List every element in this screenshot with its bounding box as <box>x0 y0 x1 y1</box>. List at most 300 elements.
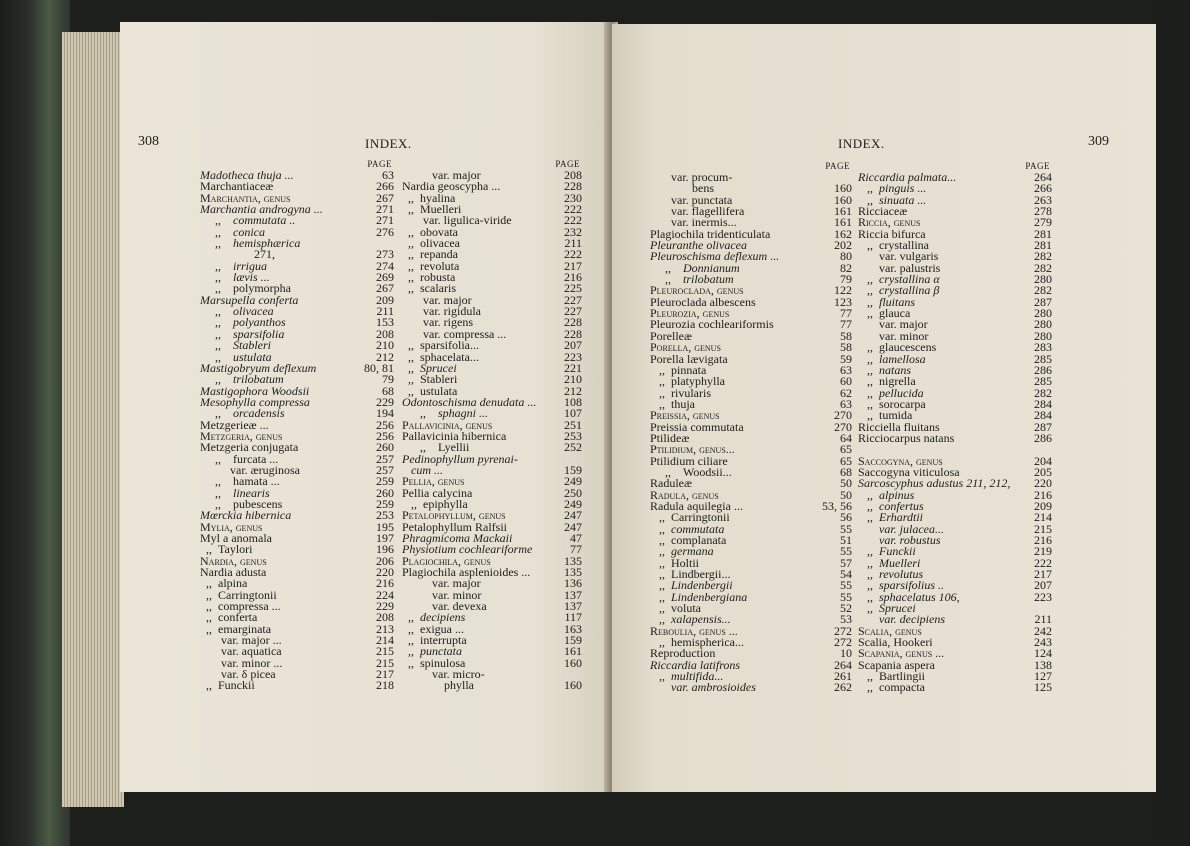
index-entry-page: 54 <box>840 567 852 582</box>
index-entry-term: ,, olivacea <box>402 236 460 251</box>
index-entry-term: ,, fluitans <box>858 294 916 309</box>
index-entry-term: Odontoschisma denudata ... <box>402 394 537 409</box>
left-page <box>120 22 608 792</box>
index-entry-term: Mastigophora Woodsii <box>200 383 310 398</box>
index-entry-page: 137 <box>564 587 582 602</box>
index-entry-page: 214 <box>1034 510 1052 525</box>
index-entry-page: 207 <box>564 338 582 353</box>
index-entry <box>858 682 1052 693</box>
index-entry-term: var. julacea... <box>858 521 944 536</box>
index-entry-page: 58 <box>840 340 852 355</box>
index-column <box>650 161 852 694</box>
index-entry-page: 138 <box>1034 657 1052 672</box>
index-entry-term: ,, Bartlingii <box>858 669 925 684</box>
index-entry-page: 287 <box>1034 294 1052 309</box>
index-entry-page: 216 <box>1034 533 1052 547</box>
index-entry-page: 269 <box>376 270 394 285</box>
index-entry-term: ,, sparsifolia <box>200 326 285 341</box>
index-entry-page: 267 <box>376 190 394 205</box>
index-entry-page: 223 <box>564 349 582 364</box>
index-entry-page: 285 <box>1034 351 1052 366</box>
index-entry-page: 251 <box>564 417 582 432</box>
index-entry-page: 55 <box>840 578 852 593</box>
index-entry-page: 282 <box>1034 283 1052 298</box>
index-entry-page: 213 <box>376 621 394 636</box>
index-entry <box>402 680 582 691</box>
index-entry-term: ,, sphacelata... <box>402 349 479 364</box>
index-entry-page: 77 <box>570 542 582 557</box>
index-entry-term: ,, lamellosa <box>858 351 926 366</box>
index-entry-term: Pellia, genus <box>402 474 465 489</box>
index-entry-page: 261 <box>834 669 852 684</box>
index-entry-page: 221 <box>564 360 582 375</box>
index-entry-page: 274 <box>376 258 394 273</box>
index-entry-page: 127 <box>1034 669 1052 684</box>
index-entry-term: ,, Stableri <box>200 338 271 353</box>
index-entry <box>858 430 1052 445</box>
index-entry-page: 63 <box>382 168 394 182</box>
index-entry-term: var. minor <box>858 328 929 343</box>
index-entry-term: Pleuroclada, genus <box>650 283 744 298</box>
index-entry-page: 286 <box>1034 362 1052 377</box>
index-entry-term: ,, Stableri <box>402 372 458 387</box>
index-entry-page: 216 <box>1034 487 1052 502</box>
index-entry-page: 215 <box>376 644 394 659</box>
index-entry-term: var. micro- <box>402 667 485 682</box>
index-entry-term: Petalophyllum Ralfsii <box>402 519 507 534</box>
index-entry-term: ,, hemisphærica <box>200 236 301 251</box>
index-entry-page: 80, 81 <box>364 360 394 375</box>
index-entry-page: 210 <box>376 338 394 353</box>
index-entry-term: ,, ustulata <box>200 349 272 364</box>
index-entry-page: 282 <box>1034 260 1052 275</box>
index-entry-term: ,, repanda <box>402 247 458 262</box>
index-entry-term: Pleuranthe olivacea <box>650 238 747 253</box>
index-entry-page: 249 <box>564 496 582 511</box>
index-entry-term: ,, Donnianum <box>650 260 740 275</box>
index-entry-term: Petalophyllum, genus <box>402 508 506 523</box>
index-entry-page: 160 <box>564 678 582 693</box>
running-header: INDEX. <box>365 136 412 151</box>
index-entry-term: ,, scalaris <box>402 281 456 296</box>
index-entry-term: Ptilideæ <box>650 430 690 445</box>
index-entry-term: ,, Funckii <box>200 678 255 693</box>
index-entry-term: ,, commutata .. <box>200 213 296 228</box>
index-entry-term: var. robustus <box>858 533 941 547</box>
index-entry-page: 287 <box>1034 419 1052 434</box>
index-entry-page: 224 <box>376 587 394 602</box>
index-entry-page: 259 <box>376 496 394 511</box>
index-entry-term: Riccardia latifrons <box>650 657 741 672</box>
index-entry-term: ,, Taylori <box>200 542 253 557</box>
index-entry-page: 227 <box>564 292 582 307</box>
index-entry-term: ,, sparsifolia... <box>402 338 479 353</box>
index-entry-term: Pallavicinia hibernica <box>402 428 507 443</box>
index-entry-page: 57 <box>840 555 852 570</box>
index-entry-term: Reproduction <box>650 646 716 661</box>
index-entry-page: 242 <box>1034 623 1052 638</box>
index-entry-term: ,, thuja <box>650 396 695 411</box>
index-column <box>858 161 1052 694</box>
index-entry-page: 256 <box>376 417 394 432</box>
index-entry-page: 225 <box>564 281 582 296</box>
index-entry-page: 53 <box>840 612 852 627</box>
index-entry-term: ,, crystallina α <box>858 272 940 287</box>
index-entry-term: ,, Muelleri <box>858 555 921 570</box>
index-entry-page: 228 <box>564 315 582 330</box>
index-entry-page: 280 <box>1034 328 1052 343</box>
index-entry-page: 63 <box>840 362 852 377</box>
page-number: 309 <box>1088 134 1109 149</box>
index-entry-term: ,, sorocarpa <box>858 396 926 411</box>
index-entry-term: ,, commutata <box>650 521 725 536</box>
index-entry-page: 122 <box>834 283 852 298</box>
running-header: INDEX. <box>838 136 885 151</box>
index-entry-term: var. decipiens <box>858 612 945 627</box>
index-entry-page: 259 <box>376 474 394 489</box>
index-entry-term: Pleuroschisma deflexum ... <box>650 249 780 264</box>
index-entry-term: Plagiochila, genus <box>402 553 491 568</box>
index-entry-page: 283 <box>1034 340 1052 355</box>
index-entry-page: 53, 56 <box>822 498 852 513</box>
index-entry-page: 256 <box>376 428 394 443</box>
index-entry-page: 282 <box>1034 249 1052 264</box>
index-entry-page: 80 <box>840 249 852 264</box>
index-entry-page: 159 <box>564 462 582 477</box>
index-entry-term: ,, Muelleri <box>402 202 462 217</box>
index-entry-page: 222 <box>564 247 582 262</box>
index-entry-page: 279 <box>1034 215 1052 230</box>
index-entry-term: ,, trilobatum <box>650 272 734 287</box>
index-entry-term: var. major <box>402 292 472 307</box>
index-entry-page: 222 <box>564 213 582 228</box>
index-entry-term: ,, Sprucei <box>402 360 457 375</box>
index-entry-term: Radula, genus <box>650 487 719 502</box>
index-entry-term: Ricciella fluitans <box>858 419 940 434</box>
index-entry-term: ,, compacta <box>858 680 925 695</box>
index-entry-page: 60 <box>840 374 852 389</box>
index-entry-term: ,, compressa ... <box>200 599 281 614</box>
index-entry-page: 55 <box>840 544 852 559</box>
index-entry-term: var. δ picea <box>200 667 276 682</box>
index-entry-page: 211 <box>564 236 582 251</box>
index-entry-term: ,, crystallina β <box>858 283 940 298</box>
index-entry-page: 10 <box>840 646 852 661</box>
index-entry-term: ,, Lindenbergii <box>650 578 733 593</box>
index-entry-page: 270 <box>834 408 852 423</box>
index-entry-term: ,, exigua ... <box>402 621 464 636</box>
index-entry-page: 264 <box>834 657 852 672</box>
index-entry-page: 263 <box>1034 192 1052 207</box>
index-entry-page: 271 <box>376 213 394 228</box>
index-entry-page: 281 <box>1034 238 1052 253</box>
index-entry-term: Preissia commutata <box>650 419 744 434</box>
index-entry-term: ,, alpina <box>200 576 248 591</box>
index-entry-page: 215 <box>376 655 394 670</box>
index-entry-term: ,, spinulosa <box>402 655 466 670</box>
index-entry-page: 216 <box>564 270 582 285</box>
index-entry-page: 153 <box>376 315 394 330</box>
index-entry-page: 108 <box>564 394 582 409</box>
index-entry-page: 65 <box>840 453 852 468</box>
index-entry-page: 64 <box>840 430 852 445</box>
index-entry-term: var. ligulica-viride <box>402 213 512 228</box>
index-column <box>200 159 394 692</box>
index-entry-page: 218 <box>376 678 394 693</box>
index-entry-page: 220 <box>1034 476 1052 491</box>
right-page <box>612 24 1156 792</box>
index-entry-page: 68 <box>382 383 394 398</box>
index-entry-term: ,, multifida... <box>650 669 724 684</box>
index-entry-term: var. flagellifera <box>650 204 745 219</box>
index-entry-term: var. major <box>402 168 481 182</box>
index-entry-page: 210 <box>564 372 582 387</box>
index-entry-page: 222 <box>564 202 582 217</box>
index-entry-page: 229 <box>376 599 394 614</box>
index-entry-page: 117 <box>564 610 582 625</box>
index-entry-page: 216 <box>376 576 394 591</box>
index-entry-page: 55 <box>840 521 852 536</box>
index-entry-term: ,, revoluta <box>402 258 460 273</box>
index-entry-term: ,, Lyellii <box>402 440 470 455</box>
index-entry-term: var. major <box>402 576 481 591</box>
index-entry-term: ,, Carringtonii <box>200 587 277 602</box>
index-entry-page: 160 <box>564 655 582 670</box>
index-entry-page: 209 <box>1034 498 1052 513</box>
index-entry-term: Saccogyna, genus <box>858 453 943 468</box>
index-entry-term: Nardia, genus <box>200 553 267 568</box>
index-entry-term: Plagiochila tridenticulata <box>650 226 771 241</box>
index-entry-term: Preissia, genus <box>650 408 720 423</box>
index-entry-term: ,, hemispherica... <box>650 635 744 650</box>
index-entry-page: 250 <box>564 485 582 500</box>
index-entry-term: ,, furcata ... <box>200 451 279 466</box>
index-entry-page: 51 <box>840 533 852 547</box>
index-entry-term: var. æruginosa <box>200 462 300 477</box>
index-entry-page: 211 <box>376 304 394 319</box>
index-entry-page: 228 <box>564 179 582 194</box>
index-entry-page: 160 <box>834 181 852 196</box>
index-entry-term: Raduleæ <box>650 476 692 491</box>
index-entry-page: 260 <box>376 440 394 455</box>
index-entry-term: ,, lævis ... <box>200 270 270 285</box>
index-entry-page: 220 <box>376 565 394 580</box>
index-entry-page: 207 <box>1034 578 1052 593</box>
index-entry-page: 50 <box>840 487 852 502</box>
index-entry-page: 161 <box>834 204 852 219</box>
index-entry-page: 252 <box>564 440 582 455</box>
index-entry-term: ,, sinuata ... <box>858 192 927 207</box>
index-entry-page: 202 <box>834 238 852 253</box>
index-entry-term: Riccardia palmata... <box>858 170 957 184</box>
index-entry-page: 107 <box>564 406 582 421</box>
index-entry-term: Nardia adusta <box>200 565 267 580</box>
index-entry-page: 212 <box>564 383 582 398</box>
page-column-label-text: PAGE <box>1025 161 1050 171</box>
book-spine-edge <box>0 0 70 846</box>
page-number: 308 <box>138 134 159 149</box>
index-entry-term: Porella, genus <box>650 340 721 355</box>
index-entry-page: 257 <box>376 462 394 477</box>
index-entry-term: ,, alpinus <box>858 487 915 502</box>
index-entry-term: ,, pellucida <box>858 385 924 400</box>
index-entry-term: Pellia calycina <box>402 485 473 500</box>
index-entry-term: ,, xalapensis... <box>650 612 731 627</box>
index-entry-term: ,, emarginata <box>200 621 272 636</box>
index-entry-page: 205 <box>1034 464 1052 479</box>
index-entry-term: ,, hyalina <box>402 190 456 205</box>
index-entry-page: 266 <box>376 179 394 194</box>
index-entry <box>200 680 394 691</box>
index-entry-page: 77 <box>840 317 852 332</box>
index-entry-page: 204 <box>1034 453 1052 468</box>
index-entry-term: Metzgeria, genus <box>200 428 283 443</box>
index-entry-term: Physiotium cochleariforme <box>402 542 533 557</box>
index-entry-term: ,, Woodsii... <box>650 464 732 479</box>
index-entry-term: var. rigidula <box>402 304 481 319</box>
index-entry-page: 123 <box>834 294 852 309</box>
index-entry-page: 253 <box>376 508 394 523</box>
index-entry-page: 215 <box>1034 521 1052 536</box>
index-entry-page: 229 <box>376 394 394 409</box>
index-entry-term: Marchantiaceæ <box>200 179 274 194</box>
index-entry-term: Nardia geoscypha ... <box>402 179 501 194</box>
index-entry-page: 217 <box>1034 567 1052 582</box>
index-entry-page: 136 <box>564 576 582 591</box>
index-entry-page: 62 <box>840 385 852 400</box>
index-entry-page: 79 <box>382 372 394 387</box>
index-entry-term: Pleurozia cochleariformis <box>650 317 774 332</box>
index-entry-term: phylla <box>402 678 474 693</box>
index-entry-page: 278 <box>1034 204 1052 219</box>
index-entry-page: 161 <box>564 644 582 659</box>
index-entry-page: 65 <box>840 442 852 457</box>
index-entry-page: 160 <box>834 192 852 207</box>
index-entry-page: 276 <box>376 224 394 239</box>
index-entry-term: Ricciaceæ <box>858 204 908 219</box>
index-entry-term: Ptilidium ciliare <box>650 453 728 468</box>
index-entry-term: bens <box>650 181 714 196</box>
index-entry-page: 208 <box>376 610 394 625</box>
index-entry-term: 271, <box>200 247 275 262</box>
index-entry-term: var. punctata <box>650 192 733 207</box>
index-entry-term: ,, robusta <box>402 270 456 285</box>
index-entry-term: var. devexa <box>402 599 487 614</box>
index-entry-page: 281 <box>1034 226 1052 241</box>
index-entry-term: ,, decipiens <box>402 610 466 625</box>
index-entry-term: ,, tumida <box>858 408 913 423</box>
index-entry-page: 196 <box>376 542 394 557</box>
index-entry-term: var. inermis... <box>650 215 737 230</box>
index-entry-page: 195 <box>376 519 394 534</box>
index-entry-term: Saccogyna viticulosa <box>858 464 960 479</box>
index-entry-term: cum ... <box>402 462 443 477</box>
index-entry-page: 208 <box>376 326 394 341</box>
index-entry-term: var. major ... <box>200 633 282 648</box>
index-entry-page: 206 <box>376 553 394 568</box>
index-entry-term: Porelleæ <box>650 328 692 343</box>
index-entry-term: var. rigens <box>402 315 473 330</box>
index-entry-term: ,, Sprucei <box>858 601 916 616</box>
index-entry-term: Porella lævigata <box>650 351 728 366</box>
index-entry-term: Phragmicoma Mackaii <box>402 531 513 545</box>
index-entry-page: 209 <box>376 292 394 307</box>
index-entry-page: 272 <box>834 635 852 650</box>
index-entry-page: 56 <box>840 510 852 525</box>
index-entry-page: 211 <box>1034 612 1052 627</box>
index-entry-term: Pleuroclada albescens <box>650 294 756 309</box>
index-entry-term: Pallavicinia, genus <box>402 417 493 432</box>
index-entry-term: ,, Funckii <box>858 544 916 559</box>
index-entry-page: 284 <box>1034 396 1052 411</box>
right-background <box>1156 0 1190 846</box>
index-entry-term: ,, Lindbergii... <box>650 567 731 582</box>
index-entry-page: 162 <box>834 226 852 241</box>
index-entry-page: 285 <box>1034 374 1052 389</box>
index-entry-term: Marchantia, genus <box>200 190 291 205</box>
index-entry-term: ,, Holtii <box>650 555 700 570</box>
index-entry-term: Ricciocarpus natans <box>858 430 955 445</box>
index-entry-term: Mœrckia hibernica <box>200 508 292 523</box>
index-entry-page: 243 <box>1034 635 1052 650</box>
index-entry-page: 79 <box>840 272 852 287</box>
index-entry-term: ,, crystallina <box>858 238 929 253</box>
index-entry-term: Ptilidium, genus... <box>650 442 735 457</box>
index-entry-term: ,, complanata <box>650 533 727 547</box>
index-entry-page: 50 <box>840 476 852 491</box>
page-block-edge <box>62 32 124 807</box>
index-entry-term: ,, voluta <box>650 601 701 616</box>
index-entry-term: var. minor <box>402 587 482 602</box>
index-entry-term: Mesophylla compressa <box>200 394 310 409</box>
index-entry-page: 272 <box>834 623 852 638</box>
index-entry-page: 286 <box>1034 430 1052 445</box>
page-column-label-text: PAGE <box>555 159 580 169</box>
index-entry-page: 249 <box>564 474 582 489</box>
index-entry-term: ,, punctata <box>402 644 462 659</box>
index-entry-page: 223 <box>1034 589 1052 604</box>
index-entry-term: ,, pinnata <box>650 362 707 377</box>
index-entry-term: var. vulgaris <box>858 249 939 264</box>
index-entry-page: 222 <box>1034 555 1052 570</box>
index-entry-page: 47 <box>570 531 582 545</box>
index-entry-page: 270 <box>834 419 852 434</box>
index-entry-page: 257 <box>376 451 394 466</box>
page-column-label-text: PAGE <box>825 161 850 171</box>
index-entry-term: ,, pubescens <box>200 496 283 511</box>
index-entry-term: var. major <box>858 317 928 332</box>
index-entry-page: 137 <box>564 599 582 614</box>
index-entry-term: ,, olivacea <box>200 304 274 319</box>
index-entry-term: Pleurozia, genus <box>650 306 730 321</box>
index-entry-page: 217 <box>376 667 394 682</box>
index-entry-page: 253 <box>564 428 582 443</box>
index-entry-page: 247 <box>564 508 582 523</box>
index-entry-page: 232 <box>564 224 582 239</box>
index-entry-term: ,, hamata ... <box>200 474 280 489</box>
index-entry-term: var. compressa ... <box>402 326 507 341</box>
index-entry-term: Plagiochila asplenioides ... <box>402 565 531 580</box>
index-entry-page: 260 <box>376 485 394 500</box>
index-entry-page: 280 <box>1034 317 1052 332</box>
index-entry-page: 77 <box>840 306 852 321</box>
index-entry-term: Scapania aspera <box>858 657 935 672</box>
index-entry-term: Riccia bifurca <box>858 226 926 241</box>
index-entry-term: var. aquatica <box>200 644 282 659</box>
index-entry-term: Metzgerieæ ... <box>200 417 269 432</box>
index-entry-term: ,, epiphylla <box>402 496 468 511</box>
index-entry-page: 267 <box>376 281 394 296</box>
